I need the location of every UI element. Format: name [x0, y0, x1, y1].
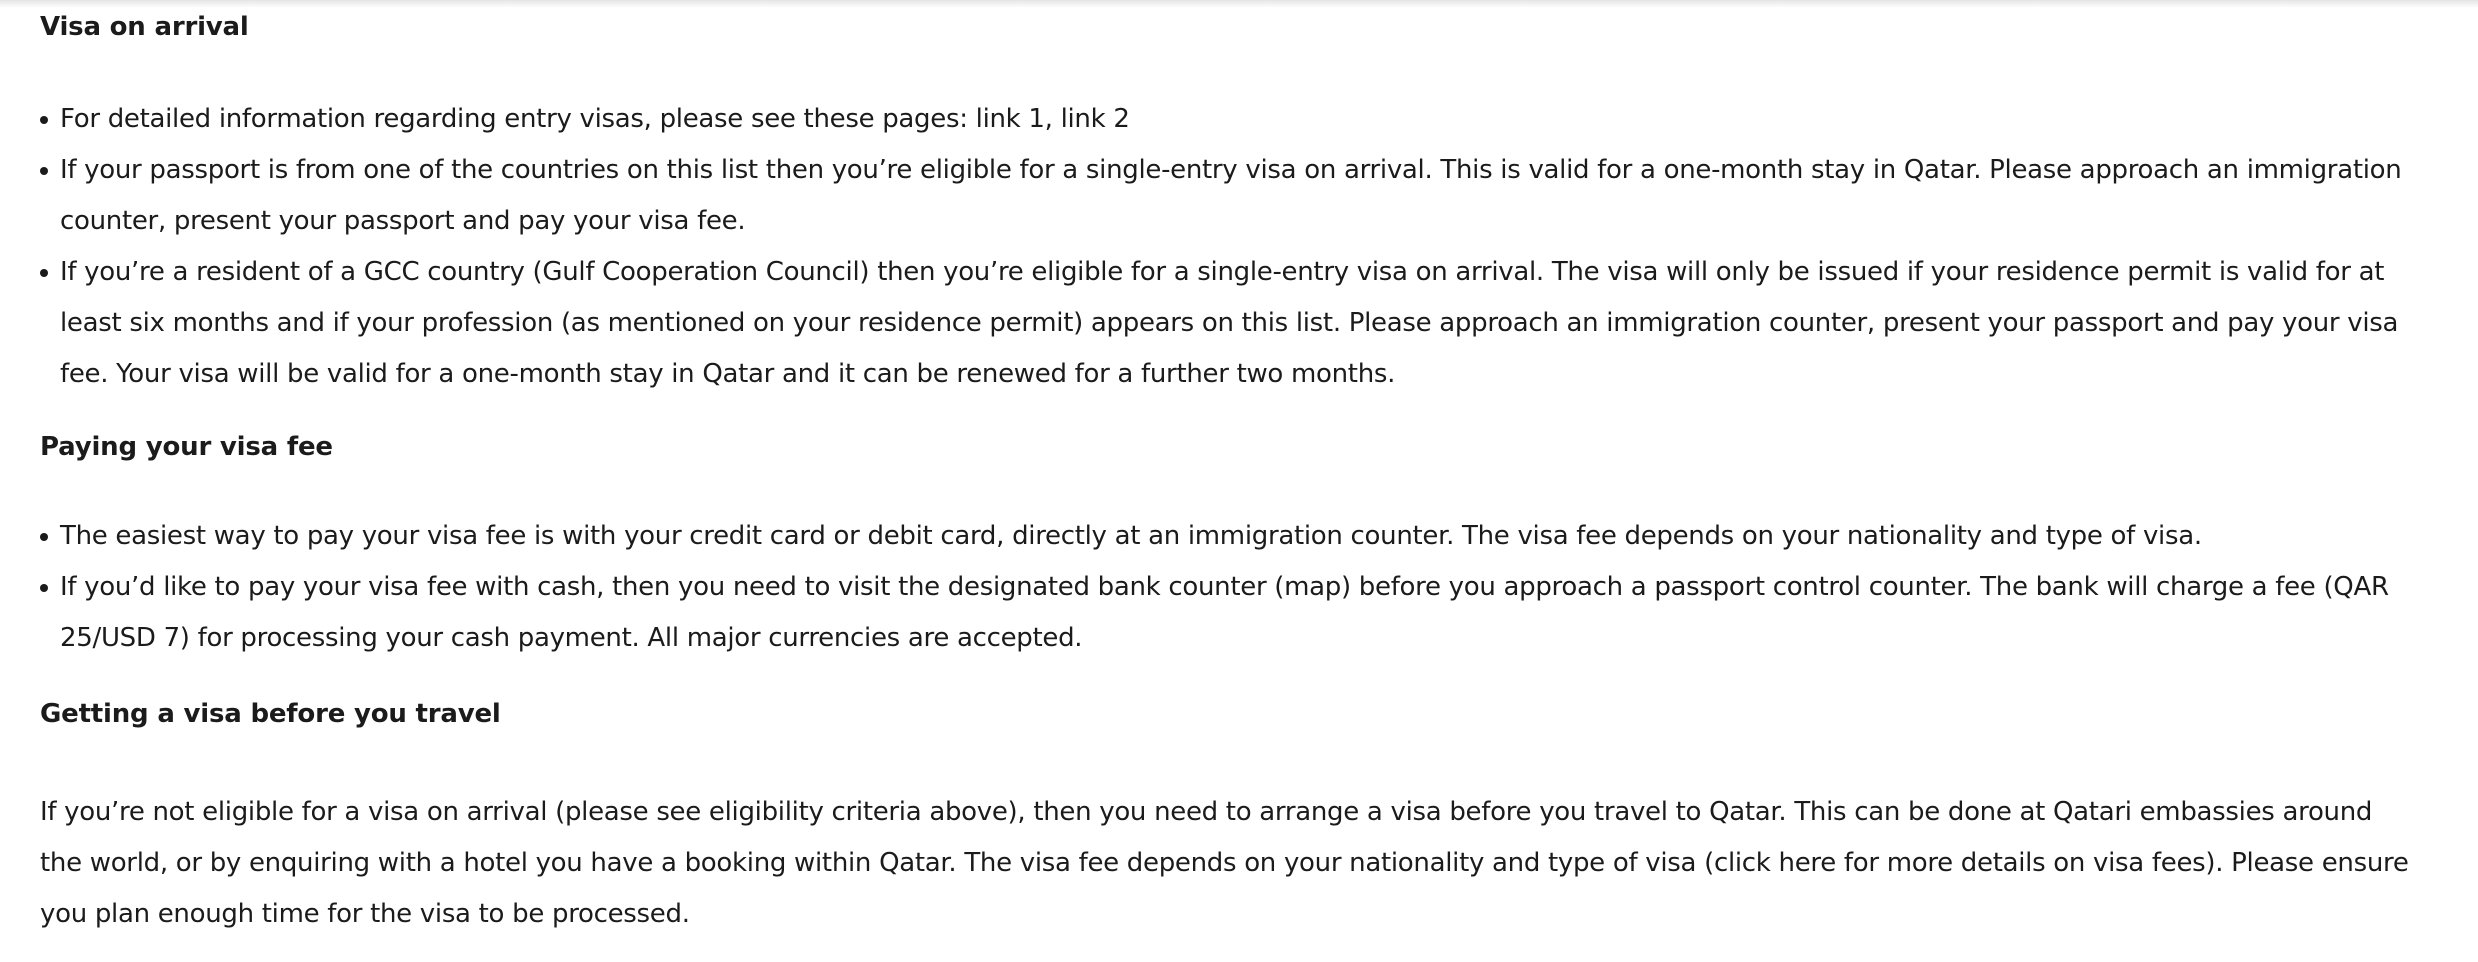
list-item-text: If your passport is from one of the countries on this list then you’re eligible for a single-entry visa on arrival. This is valid for a one-month stay in Qatar. Please approach an immigration counter, present your passport and pay your visa fee. — [60, 155, 2402, 236]
list-item — [60, 562, 2420, 664]
header-shadow — [0, 0, 2478, 8]
link-separator: , — [1044, 104, 1061, 134]
visa-before-travel-paragraph: If you’re not eligible for a visa on arrival (please see eligibility criteria above), then you need to arrange a visa before you travel to Qatar. This can be done at Qatari embassies around the world, or by enquiring with a hotel you have a booking within Qatar. The visa fee depends on your nationality and type of visa (click here for more details on visa fees). Please ensure you plan enough time for the visa to be processed. — [40, 797, 2409, 929]
section-heading-paying-fee: Paying your visa fee — [40, 432, 333, 462]
list-item-text: For detailed information regarding entry visas, please see these pages: — [60, 104, 976, 134]
list-item-text: If you’d like to pay your visa fee with cash, then you need to visit the designated bank counter (map) before you approach a passport control counter. The bank will charge a fee (QAR 25/USD 7) for processing your cash payment. All major currencies are accepted. — [60, 572, 2389, 653]
list-item-text: If you’re a resident of a GCC country (Gulf Cooperation Council) then you’re eligible for a single-entry visa on arrival. The visa will only be issued if your residence permit is valid for at least six months and if your profession (as mentioned on your residence permit) appears on this list. Please approach an immigration counter, present your passport and pay your visa fee. Your visa will be valid for a one-month stay in Qatar and it can be renewed for a further two months. — [60, 257, 2399, 389]
section-heading-visa-before-travel: Getting a visa before you travel — [40, 699, 501, 729]
list-item — [60, 247, 2420, 400]
paying-fee-list — [40, 511, 2420, 664]
entry-visa-link-1[interactable]: link 1 — [975, 104, 1045, 134]
list-item — [60, 94, 2420, 145]
list-item-text: The easiest way to pay your visa fee is with your credit card or debit card, directly at an immigration counter. The visa fee depends on your nationality and type of visa. — [60, 521, 2202, 551]
list-item — [60, 511, 2420, 562]
entry-visa-link-2[interactable]: link 2 — [1060, 104, 1130, 134]
section-heading-visa-on-arrival: Visa on arrival — [40, 12, 249, 42]
visa-on-arrival-list — [40, 94, 2420, 400]
list-item — [60, 145, 2420, 247]
